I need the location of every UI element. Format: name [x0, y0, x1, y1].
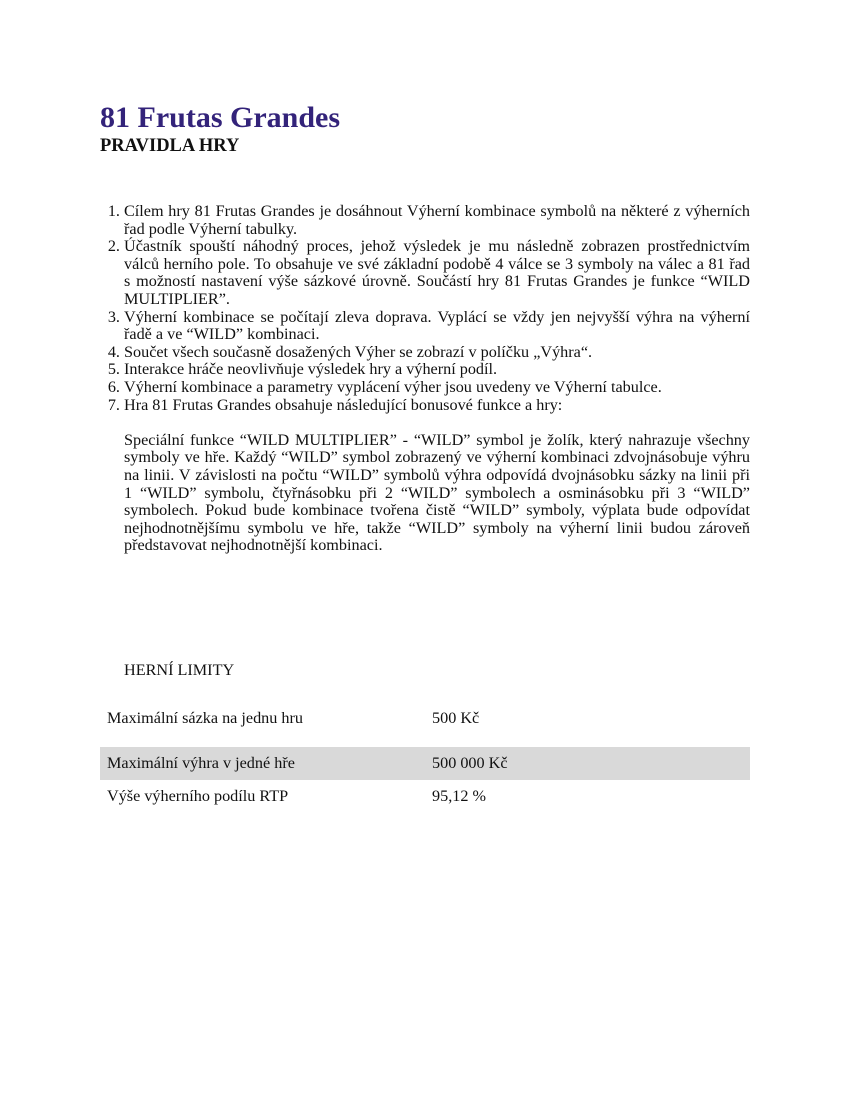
table-row — [100, 702, 750, 735]
special-feature-paragraph: Speciální funkce “WILD MULTIPLIER” - “WILD” symbol je žolík, který nahrazuje všechny symboly ve hře. Každý “WILD” symbol zobrazený ve výherní kombinaci zdvojnásobuje výhru na linii. V závislosti na počtu “WILD” symbolů výhra odpovídá dvojnásobku sázky na linii při 1 “WILD” symbolu, čtyřnásobku při 2 “WILD” symbolech a osminásobku při 3 “WILD” symbolech. Pokud bude kombinace tvořena čistě “WILD” symboly, výplata bude odpovídat nejhodnotnějšímu symbolu ve hře, takže “WILD” symboly na výherní linii budou zároveň představovat nejhodnotnější kombinaci. — [124, 430, 750, 555]
limit-label: Maximální sázka na jednu hru — [107, 709, 303, 727]
table-row — [100, 747, 750, 780]
limits-heading: HERNÍ LIMITY — [124, 661, 235, 679]
rule-item: 6. Výherní kombinace a parametry vyplácení výher jsou uvedeny ve Výherní tabulce. — [124, 379, 750, 397]
rule-text: Hra 81 Frutas Grandes obsahuje následující bonusové funkce a hry: — [124, 395, 563, 414]
rule-item: 4. Součet všech současně dosažených Výher se zobrazí v políčku „Výhra“. — [124, 344, 750, 362]
rule-item: 2. Účastník spouští náhodný proces, jehož výsledek je mu následně zobrazen prostřednictvím válců herního pole. To obsahuje ve své základní podobě 4 válce se 3 symboly na válec a 81 řad s možností nastavení výše sázkové úrovně. Součástí hry 81 Frutas Grandes je funkce “WILD MULTIPLIER”. — [124, 238, 750, 308]
limits-table — [100, 702, 750, 813]
document-title: 81 Frutas Grandes — [100, 101, 340, 134]
rule-item: 5. Interakce hráče neovlivňuje výsledek hry a výherní podíl. — [124, 361, 750, 379]
rule-item — [124, 397, 750, 555]
document-subtitle: PRAVIDLA HRY — [100, 136, 240, 156]
limit-label: Maximální výhra v jedné hře — [100, 747, 428, 780]
rule-item: 3. Výherní kombinace se počítají zleva doprava. Vyplácí se vždy jen nejvyšší výhra na výherní řadě a ve “WILD” kombinaci. — [124, 309, 750, 344]
table-row — [100, 780, 750, 813]
limit-value: 95,12 % — [432, 787, 486, 805]
limit-value: 500 000 Kč — [428, 747, 750, 780]
rule-item: 1. Cílem hry 81 Frutas Grandes je dosáhnout Výherní kombinace symbolů na některé z výherních řad podle Výherní tabulky. — [124, 203, 750, 238]
limit-label: Výše výherního podílu RTP — [107, 787, 289, 805]
rules-list — [100, 203, 750, 555]
limit-value: 500 Kč — [432, 709, 480, 727]
